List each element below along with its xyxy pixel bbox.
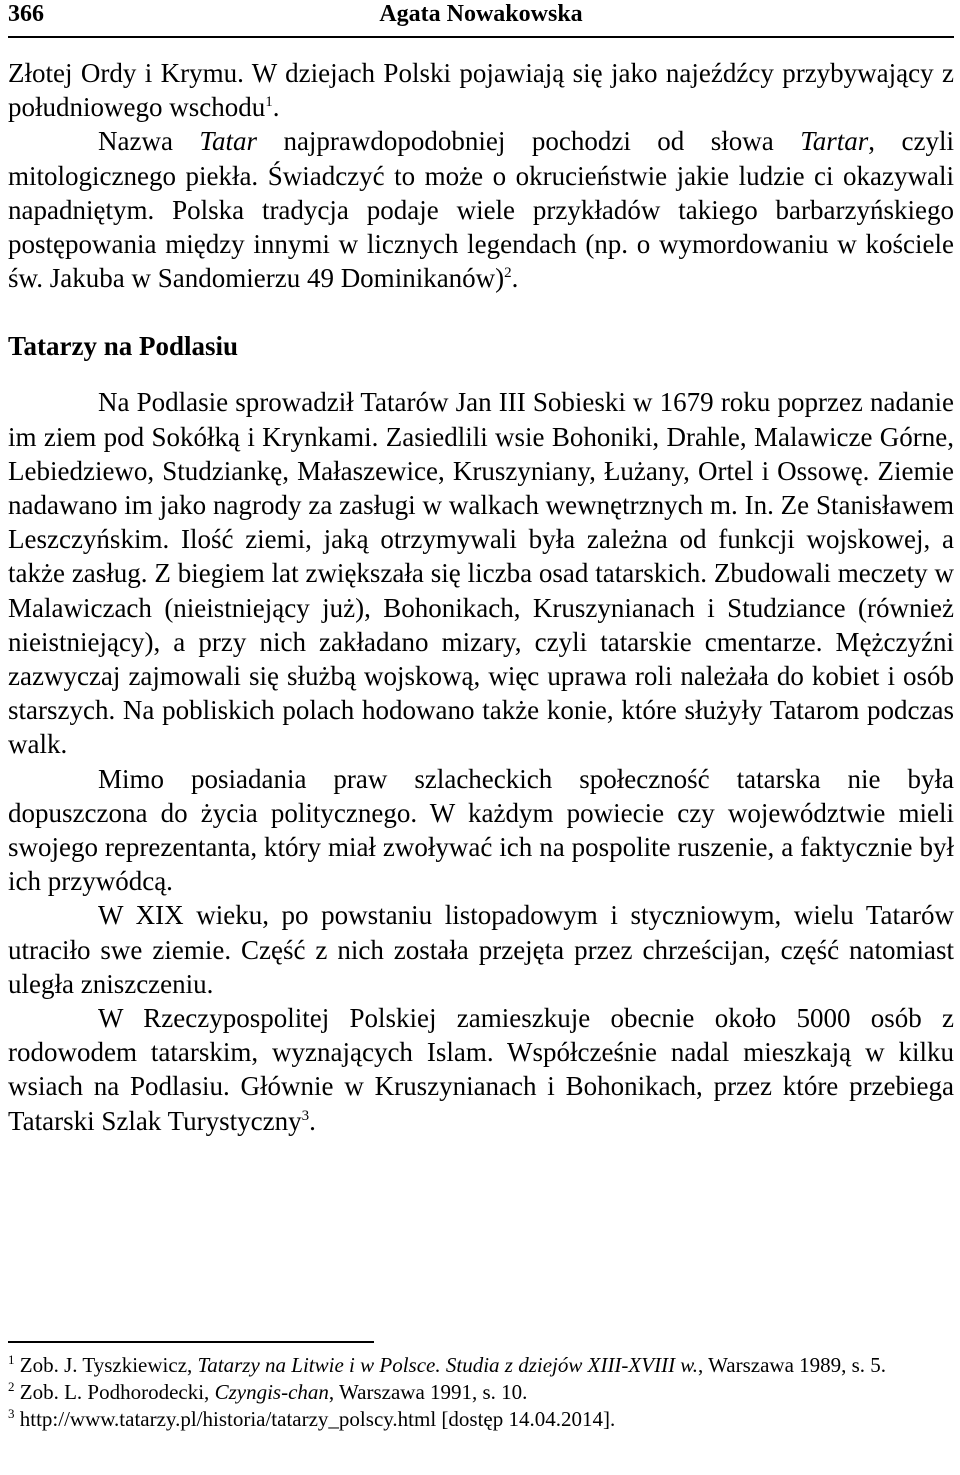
paragraph-1-text: Złotej Ordy i Krymu. W dziejach Polski pojawiają się jako najeźdźcy przybywający z południowego wschodu <box>8 58 954 123</box>
body-text <box>8 56 954 1138</box>
footnote-number: 2 <box>8 1379 15 1394</box>
footnote-ref-1[interactable]: 1 <box>265 94 273 111</box>
page-number: 366 <box>8 1 44 27</box>
running-head-author: Agata Nowakowska <box>379 1 583 27</box>
paragraph-2-end: . <box>511 263 519 294</box>
paragraph-2 <box>8 124 954 295</box>
footnote-3 <box>8 1406 954 1433</box>
paragraph-6-end: . <box>309 1105 316 1136</box>
paragraph-2-text-a: Nazwa <box>98 126 200 157</box>
footnote-divider <box>8 1341 374 1343</box>
paragraph-2-text-b: najprawdopodobniej pochodzi od słowa <box>256 126 801 157</box>
paragraph-1-end: . <box>272 92 280 123</box>
page-header <box>8 0 954 38</box>
paragraph-1 <box>8 56 954 124</box>
footnotes <box>8 1352 954 1433</box>
paragraph-6 <box>8 1001 954 1138</box>
italic-term-tatar: Tatar <box>199 126 257 157</box>
footnote-text-end: , Warszawa 1991, s. 10. <box>328 1380 528 1404</box>
footnote-ref-2[interactable]: 2 <box>504 265 512 282</box>
footnote-title: Czyngis-chan <box>214 1380 329 1404</box>
italic-term-tartar: Tartar <box>800 126 869 157</box>
footnote-number: 1 <box>8 1352 15 1367</box>
footnote-2 <box>8 1379 954 1406</box>
footnote-ref-3[interactable]: 3 <box>301 1107 310 1124</box>
paragraph-2-text-c: , czyli mitologicznego piekła. Świadczyć to może o okrucieństwie jakie ludzie ci okazywali napadniętym. Polska tradycja podaje wiele przykładów takiego barbarzyńskiego postępowania między innymi w licznych legendach (np. o wymordowaniu w kościele św. Jakuba w Sandomierzu 49 Dominikanów) <box>8 126 954 294</box>
footnote-number: 3 <box>8 1406 15 1421</box>
footnote-text: Zob. J. Tyszkiewicz, <box>14 1353 198 1377</box>
paragraph-3: Na Podlasie sprowadził Tatarów Jan III Sobieski w 1679 roku poprzez nadanie im ziem pod Sokółką i Krynkami. Zasiedlili wsie Bohoniki, Drahle, Malawicze Górne, Lebiedziewo, Studziankę, Małaszewice, Kruszyniany, Łużany, Ortel i Ossowę. Ziemie nadawano im jako nagrody za zasługi w walkach wewnętrznych m. In. Ze Stanisławem Leszczyńskim. Ilość ziemi, jaką otrzymywali była zależna od funkcji wojskowej, a także zasług. Z biegiem lat zwiększała się liczba osad tatarskich. Zbudowali meczety w Malawiczach (nieistniejący już), Bohonikach, Kruszynianach i Studziance (również nieistniejący), a przy nich zakładano mizary, czyli tatarskie cmentarze. Mężczyźni zazwyczaj zajmowali się służbą wojskową, więc uprawa roli należała do kobiet i osób starszych. Na pobliskich polach hodowano także konie, które służyły Tatarom podczas walk. <box>8 387 954 760</box>
paragraph-5: W XIX wieku, po powstaniu listopadowym i styczniowym, wielu Tatarów utraciło swe ziemie. Część z nich została przejęta przez chrześcijan, część natomiast uległa zniszczeniu. <box>8 900 954 999</box>
footnote-text-end: , Warszawa 1989, s. 5. <box>698 1353 887 1377</box>
paragraph-6-text: W Rzeczypospolitej Polskiej zamieszkuje obecnie około 5000 osób z rodowodem tatarskim, wyznających Islam. Współcześnie nadal mieszkają w kilku wsiach na Podlasiu. Głównie w Kruszynianach i Bohonikach, przez które przebiega Tatarski Szlak Turystyczny <box>8 1003 954 1136</box>
footnote-text: Zob. L. Podhorodecki, <box>14 1380 215 1404</box>
footnote-1 <box>8 1352 954 1379</box>
footnote-title: Tatarzy na Litwie i w Polsce. Studia z dziejów XIII-XVIII w. <box>197 1353 699 1377</box>
footnote-link-text[interactable]: http://www.tatarzy.pl/historia/tatarzy_polscy.html [dostęp 14.04.2014]. <box>14 1407 616 1431</box>
paragraph-4: Mimo posiadania praw szlacheckich społeczność tatarska nie była dopuszczona do życia politycznego. W każdym powiecie czy województwie mieli swojego reprezentanta, który miał zwoływać ich na pospolite ruszenie, a faktycznie był ich przywódcą. <box>8 763 954 897</box>
section-heading: Tatarzy na Podlasiu <box>8 331 239 362</box>
